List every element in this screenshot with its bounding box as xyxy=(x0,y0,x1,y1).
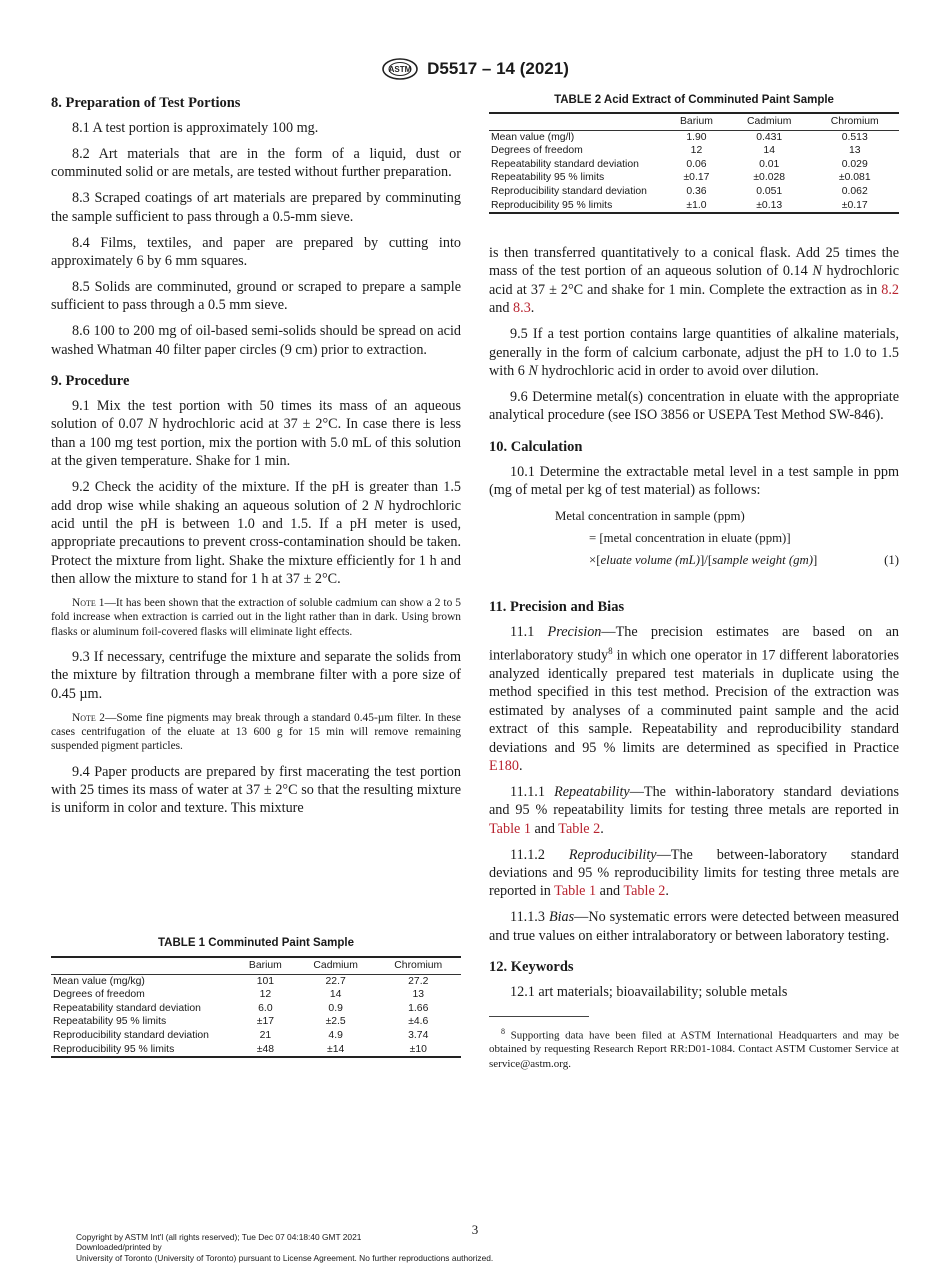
normality-symbol: N xyxy=(528,362,538,379)
note-text: —Some fine pigments may break through a standard 0.45-µm filter. In these cases centrifugation of the eluate at 13 600 g for 15 min will remove remaining suspended pigment particles. xyxy=(51,711,461,753)
normality-symbol: N xyxy=(374,497,384,514)
section-10-heading: 10. Calculation xyxy=(489,438,583,455)
cell: ±14 xyxy=(296,1043,376,1058)
page-number: 3 xyxy=(471,1222,479,1237)
cell: ±0.028 xyxy=(753,172,786,184)
cell: ±10 xyxy=(376,1043,461,1058)
footnote-number: 8 xyxy=(501,1026,505,1036)
table-row xyxy=(489,144,899,158)
table-row xyxy=(51,1002,461,1016)
text: 11.1.1 xyxy=(510,783,545,800)
para-11-1-2 xyxy=(489,846,899,901)
equation-number: (1) xyxy=(884,553,899,568)
cell: 21 xyxy=(259,1029,272,1041)
row-label: Reproducibility standard deviation xyxy=(491,185,647,197)
table1-block xyxy=(51,937,461,1058)
eq-term: eluate volume (mL) xyxy=(600,553,700,568)
term: Precision xyxy=(547,624,602,641)
ref-link-e180[interactable]: E180 xyxy=(489,758,519,775)
eq-term: sample weight (gm) xyxy=(712,553,814,568)
cell: ±2.5 xyxy=(325,1016,346,1028)
table-row xyxy=(51,974,461,988)
footer-line-3: University of Toronto (University of Toronto) pursuant to License Agreement. No further reproductions authorized. xyxy=(76,1252,494,1263)
table2-block xyxy=(489,94,899,214)
row-label: Repeatability 95 % limits xyxy=(53,1016,167,1028)
text: —No systematic errors were detected between measured and true values on either intralaboratory or between laboratory testing. xyxy=(489,909,900,944)
cell: 0.9 xyxy=(328,1002,343,1014)
cell: 27.2 xyxy=(408,975,429,987)
text: and xyxy=(534,820,555,837)
eq-line-3 xyxy=(589,551,817,569)
text: 11.1.2 xyxy=(510,846,545,863)
section-8-heading: 8. Preparation of Test Portions xyxy=(51,95,241,111)
ref-link-table-1[interactable]: Table 1 xyxy=(489,820,531,837)
ref-link-8-3[interactable]: 8.3 xyxy=(513,300,531,317)
cell: 101 xyxy=(256,975,275,987)
cell: 4.9 xyxy=(328,1029,343,1041)
cell: ±0.17 xyxy=(811,199,900,214)
ref-link-table-2[interactable]: Table 2 xyxy=(623,883,666,900)
cell: 12 xyxy=(259,989,272,1001)
cell: 0.431 xyxy=(756,131,783,143)
cell: 0.513 xyxy=(841,131,868,143)
para-9-4-continued xyxy=(489,244,899,318)
para-10-1: 10.1 Determine the extractable metal level in a test sample in ppm (mg of metal per kg of test material) as follows: xyxy=(489,463,899,499)
text: . xyxy=(600,820,604,837)
normality-symbol: N xyxy=(148,416,158,433)
eq-line-2: = [metal concentration in eluate (ppm)] xyxy=(589,531,791,546)
cell: 0.01 xyxy=(759,158,780,170)
text: 11.1.3 xyxy=(510,909,545,926)
table2-col-cadmium: Cadmium xyxy=(728,113,811,130)
cell: 14 xyxy=(329,989,342,1001)
cell: 13 xyxy=(848,145,861,157)
para-8-1: 8.1 A test portion is approximately 100 mg. xyxy=(72,120,319,136)
row-label: Repeatability 95 % limits xyxy=(491,172,605,184)
text: . xyxy=(518,758,523,775)
table-row xyxy=(489,130,899,144)
cell: 0.062 xyxy=(841,185,868,197)
footnote-8 xyxy=(489,1025,899,1071)
table-row xyxy=(489,185,899,199)
text: and xyxy=(599,883,621,900)
cell: 22.7 xyxy=(325,975,346,987)
left-column xyxy=(51,94,461,825)
text: and xyxy=(489,300,510,317)
cell: ±0.13 xyxy=(728,199,811,214)
table-row xyxy=(489,171,899,185)
copyright-footer xyxy=(76,1232,493,1263)
text: hydrochloric acid in order to avoid over dilution. xyxy=(541,362,819,379)
para-11-1 xyxy=(489,623,899,775)
row-label: Degrees of freedom xyxy=(491,145,583,157)
para-8-2: 8.2 Art materials that are in the form of a liquid, dust or comminuted solid or are metals, are tested without further preparation. xyxy=(51,145,461,181)
table1-col-chromium: Chromium xyxy=(376,957,461,974)
table-row xyxy=(51,1043,461,1058)
para-8-4: 8.4 Films, textiles, and paper are prepared by cutting into approximately 6 by 6 mm squares. xyxy=(51,234,461,269)
footnote-divider xyxy=(489,1016,589,1017)
text: is then transferred quantitatively to a conical flask. Add 25 times the mass of the test portion of an aqueous solution of 0.14 xyxy=(489,245,899,280)
document-designation: D5517 – 14 (2021) xyxy=(427,59,569,78)
para-9-6: 9.6 Determine metal(s) concentration in eluate with the appropriate analytical procedure (see ISO 3856 or USEPA Test Method SW-846). xyxy=(489,388,899,424)
row-label: Reproducibility 95 % limits xyxy=(51,1043,235,1058)
cell: 13 xyxy=(412,989,425,1001)
eq-text: ×[ xyxy=(589,553,601,568)
text: 9.1 Mix the test portion with 50 times its mass of an aqueous solution of 0.07 xyxy=(51,397,461,433)
cell: 0.06 xyxy=(686,158,707,170)
section-9-heading: 9. Procedure xyxy=(51,372,130,389)
note-text: —It has been shown that the extraction of soluble cadmium can show a 2 to 5 fold increase when extraction is carried out in the light rather than in dark. Using brown flasks or aluminum foil-covered flasks will eliminate light effects. xyxy=(51,597,461,638)
cell: 3.74 xyxy=(408,1029,429,1041)
astm-logo-icon xyxy=(381,58,419,80)
para-9-2 xyxy=(51,478,461,588)
note-label: Note 2 xyxy=(72,711,105,724)
para-11-1-3 xyxy=(489,908,899,945)
para-9-1 xyxy=(51,397,461,471)
footer-line-1: Copyright by ASTM Int'l (all rights reserved); Tue Dec 07 04:18:40 GMT 2021 xyxy=(76,1232,362,1242)
table1 xyxy=(51,956,461,1058)
cell: ±17 xyxy=(256,1016,275,1028)
row-label: Reproducibility standard deviation xyxy=(53,1029,209,1041)
cell: 1.66 xyxy=(408,1002,429,1014)
cell: ±4.6 xyxy=(408,1016,429,1028)
cell: 6.0 xyxy=(258,1002,273,1014)
table-row xyxy=(51,1029,461,1043)
note-label: Note 1 xyxy=(72,597,105,610)
text: hydrochloric acid at 37 ± 2°C and shake for 1 min. Complete the extraction as in xyxy=(489,263,900,298)
table1-col-cadmium: Cadmium xyxy=(296,957,376,974)
cell: ±48 xyxy=(235,1043,296,1058)
table1-col-barium: Barium xyxy=(235,957,296,974)
section-11-heading: 11. Precision and Bias xyxy=(489,599,625,616)
text: hydrochloric acid until the pH is between 1.0 and 1.5. If a pH meter is used, appropriate precautions to prevent cross-contamination should be taken. Protect the mixture from light. Shake the mixture efficiently for 1 h and then allow the mixture to stand for 1 h at 37 ± 2°C. xyxy=(51,497,462,588)
text: 9.2 Check the acidity of the mixture. If the pH is greater than 1.5 add drop wise while shaking an aqueous solution of 2 xyxy=(51,479,461,514)
table-row xyxy=(51,988,461,1002)
footnote-text: Supporting data have been filed at ASTM International Headquarters and may be obtained by requesting Research Report RR:D01-1084. Contact ASTM Customer Service at service@astm.org. xyxy=(489,1029,900,1070)
term: Reproducibility xyxy=(568,846,657,863)
eq-line-1: Metal concentration in sample (ppm) xyxy=(555,509,745,524)
cell: ±1.0 xyxy=(665,199,728,214)
text: . xyxy=(665,883,669,900)
table2-title: TABLE 2 Acid Extract of Comminuted Paint Sample xyxy=(554,94,834,106)
ref-link-table-2[interactable]: Table 2 xyxy=(558,820,601,837)
ref-link-table-1[interactable]: Table 1 xyxy=(554,883,597,900)
text: 11.1 xyxy=(510,624,535,641)
right-column xyxy=(489,244,899,1071)
footer-line-2: Downloaded/printed by xyxy=(76,1242,162,1253)
note-1 xyxy=(51,596,461,639)
para-11-1-1 xyxy=(489,783,899,838)
text: hydrochloric acid at 37 ± 2°C. In case there is less than a 100 mg test portion, mix the portion with 5.0 mL of this solution at the given temperature. Shake for 1 min. xyxy=(51,416,462,470)
para-8-3: 8.3 Scraped coatings of art materials are prepared by comminuting the sample sufficient to pass through a 0.5-mm sieve. xyxy=(51,190,461,225)
row-label: Repeatability standard deviation xyxy=(491,158,639,170)
table-row xyxy=(489,158,899,172)
cell: 0.36 xyxy=(686,185,707,197)
para-8-5: 8.5 Solids are comminuted, ground or scraped to prepare a sample sufficient to pass through a 0.5 mm sieve. xyxy=(51,278,461,314)
row-label: Repeatability standard deviation xyxy=(53,1002,201,1014)
row-label: Reproducibility 95 % limits xyxy=(489,199,665,214)
para-9-3: 9.3 If necessary, centrifuge the mixture and separate the solids from the mixture by filtration through a membrane filter with a pore size of 0.45 µm. xyxy=(51,648,461,702)
cell: ±0.081 xyxy=(838,172,871,184)
table-row xyxy=(489,199,899,214)
para-12-1: 12.1 art materials; bioavailability; soluble metals xyxy=(510,984,788,1001)
table2-corner xyxy=(489,113,665,130)
para-9-4: 9.4 Paper products are prepared by first macerating the test portion with 25 times its mass of water at 37 ± 2°C so that the resulting mixture is uniform in color and texture. This mixture xyxy=(51,763,461,817)
logo-text: ASTM xyxy=(388,65,412,74)
term: Repeatability xyxy=(554,783,630,800)
ref-link-8-2[interactable]: 8.2 xyxy=(881,281,900,298)
table1-corner xyxy=(51,957,235,974)
table2-col-barium: Barium xyxy=(665,113,728,130)
section-12-heading: 12. Keywords xyxy=(489,959,574,976)
table1-title: TABLE 1 Comminuted Paint Sample xyxy=(158,937,354,949)
text: —The within-laboratory standard deviations and 95 % repeatability limits for testing three metals are reported in xyxy=(489,783,899,819)
para-8-6: 8.6 100 to 200 mg of oil-based semi-solids should be spread on acid washed Whatman 40 filter paper circles (9 cm) prior to extraction. xyxy=(51,323,461,358)
text: —The between-laboratory standard deviations and 95 % reproducibility limits for testing three metals are reported in xyxy=(489,846,899,900)
table-row xyxy=(51,1015,461,1029)
table2 xyxy=(489,112,899,214)
cell: 14 xyxy=(763,145,775,157)
text: . xyxy=(530,300,535,317)
cell: 0.051 xyxy=(756,185,783,197)
row-label: Mean value (mg/l) xyxy=(491,131,575,143)
cell: ±0.17 xyxy=(683,172,710,184)
row-label: Mean value (mg/kg) xyxy=(53,975,145,987)
equation-1 xyxy=(489,507,899,589)
normality-symbol: N xyxy=(812,263,822,280)
text: 9.5 If a test portion contains large quantities of alkaline materials, generally in the form of calcium carbonate, adjust the pH to 1.0 to 1.5 with 6 xyxy=(489,326,899,379)
page-header xyxy=(0,58,950,85)
text: in which one operator in 17 different laboratories analyzed identically prepared test materials in duplicate using the method specified in this test method. Precision of the extraction was estimated by analyses of a comminuted paint sample and the acid extract of this sample. Repeatability and reproducibility standard deviations and 95 % limits are determined as specified in Practice xyxy=(489,647,900,756)
cell: 0.029 xyxy=(841,158,868,170)
cell: 12 xyxy=(690,145,703,157)
eq-text: ]/[ xyxy=(700,553,713,568)
eq-text: ] xyxy=(813,553,818,568)
table2-col-chromium: Chromium xyxy=(811,113,900,130)
footnote-mark: 8 xyxy=(608,645,613,656)
para-9-5 xyxy=(489,325,899,380)
term: Bias xyxy=(548,909,575,926)
cell: 1.90 xyxy=(686,131,707,143)
row-label: Degrees of freedom xyxy=(53,989,145,1001)
note-2 xyxy=(51,711,461,754)
text: —The precision estimates are based on an interlaboratory study xyxy=(489,624,900,664)
